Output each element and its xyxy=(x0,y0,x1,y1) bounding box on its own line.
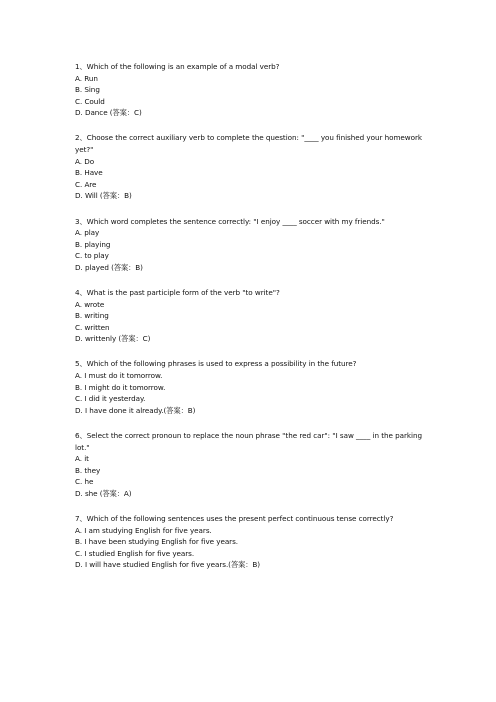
option-c: C. Are xyxy=(75,179,97,189)
question-stem: 5、Which of the following phrases is used to express a possibility in the future? xyxy=(75,359,357,369)
option-c: C. he xyxy=(75,477,94,487)
option-a: A. wrote xyxy=(75,299,105,309)
question-stem: 1、Which of the following is an example of a modal verb? xyxy=(75,62,280,71)
question-1 xyxy=(75,61,422,119)
option-d-with-answer: D. I will have studied English for five years.(答案：B) xyxy=(75,560,260,570)
option-d-with-answer: D. played (答案：B) xyxy=(75,262,143,272)
option-d-with-answer: D. Will (答案：B) xyxy=(75,191,132,201)
option-d-with-answer: D. writtenly (答案：C) xyxy=(75,334,151,344)
option-b: B. I have been studying English for five years. xyxy=(75,537,239,547)
option-a: A. play xyxy=(75,228,100,238)
option-b: B. Sing xyxy=(75,85,100,95)
question-7 xyxy=(75,513,422,571)
question-5 xyxy=(75,358,422,416)
question-stem: 3、Which word completes the sentence correctly: "I enjoy ____ soccer with my friends." xyxy=(75,216,385,226)
option-c: C. I did it yesterday. xyxy=(75,394,146,404)
option-d-with-answer: D. Dance (答案：C) xyxy=(75,108,142,118)
option-a: A. I must do it tomorrow. xyxy=(75,371,163,381)
question-stem: 7、Which of the following sentences uses the present perfect continuous tense correctly? xyxy=(75,514,394,523)
question-stem: 2、Choose the correct auxiliary verb to complete the question: "____ you finished your homework yet?" xyxy=(75,133,422,155)
option-d-with-answer: D. I have done it already.(答案：B) xyxy=(75,405,196,415)
quiz-document xyxy=(75,61,422,584)
option-c: C. Could xyxy=(75,96,105,106)
option-b: B. I might do it tomorrow. xyxy=(75,382,166,392)
option-d-with-answer: D. she (答案：A) xyxy=(75,488,132,498)
question-3 xyxy=(75,216,422,274)
option-b: B. writing xyxy=(75,311,109,321)
question-stem: 4、What is the past participle form of the verb "to write"? xyxy=(75,288,280,297)
option-c: C. I studied English for five years. xyxy=(75,548,195,558)
option-b: B. they xyxy=(75,465,101,475)
question-stem: 6、Select the correct pronoun to replace the noun phrase "the red car": "I saw ____ in the parking lot." xyxy=(75,430,422,452)
option-b: B. playing xyxy=(75,239,111,249)
option-c: C. written xyxy=(75,322,110,332)
question-2 xyxy=(75,132,422,202)
option-a: A. I am studying English for five years. xyxy=(75,525,212,535)
question-6 xyxy=(75,430,422,500)
option-a: A. it xyxy=(75,454,89,464)
option-b: B. Have xyxy=(75,168,103,178)
question-4 xyxy=(75,287,422,345)
option-c: C. to play xyxy=(75,251,109,261)
option-a: A. Run xyxy=(75,73,98,83)
option-a: A. Do xyxy=(75,156,95,166)
